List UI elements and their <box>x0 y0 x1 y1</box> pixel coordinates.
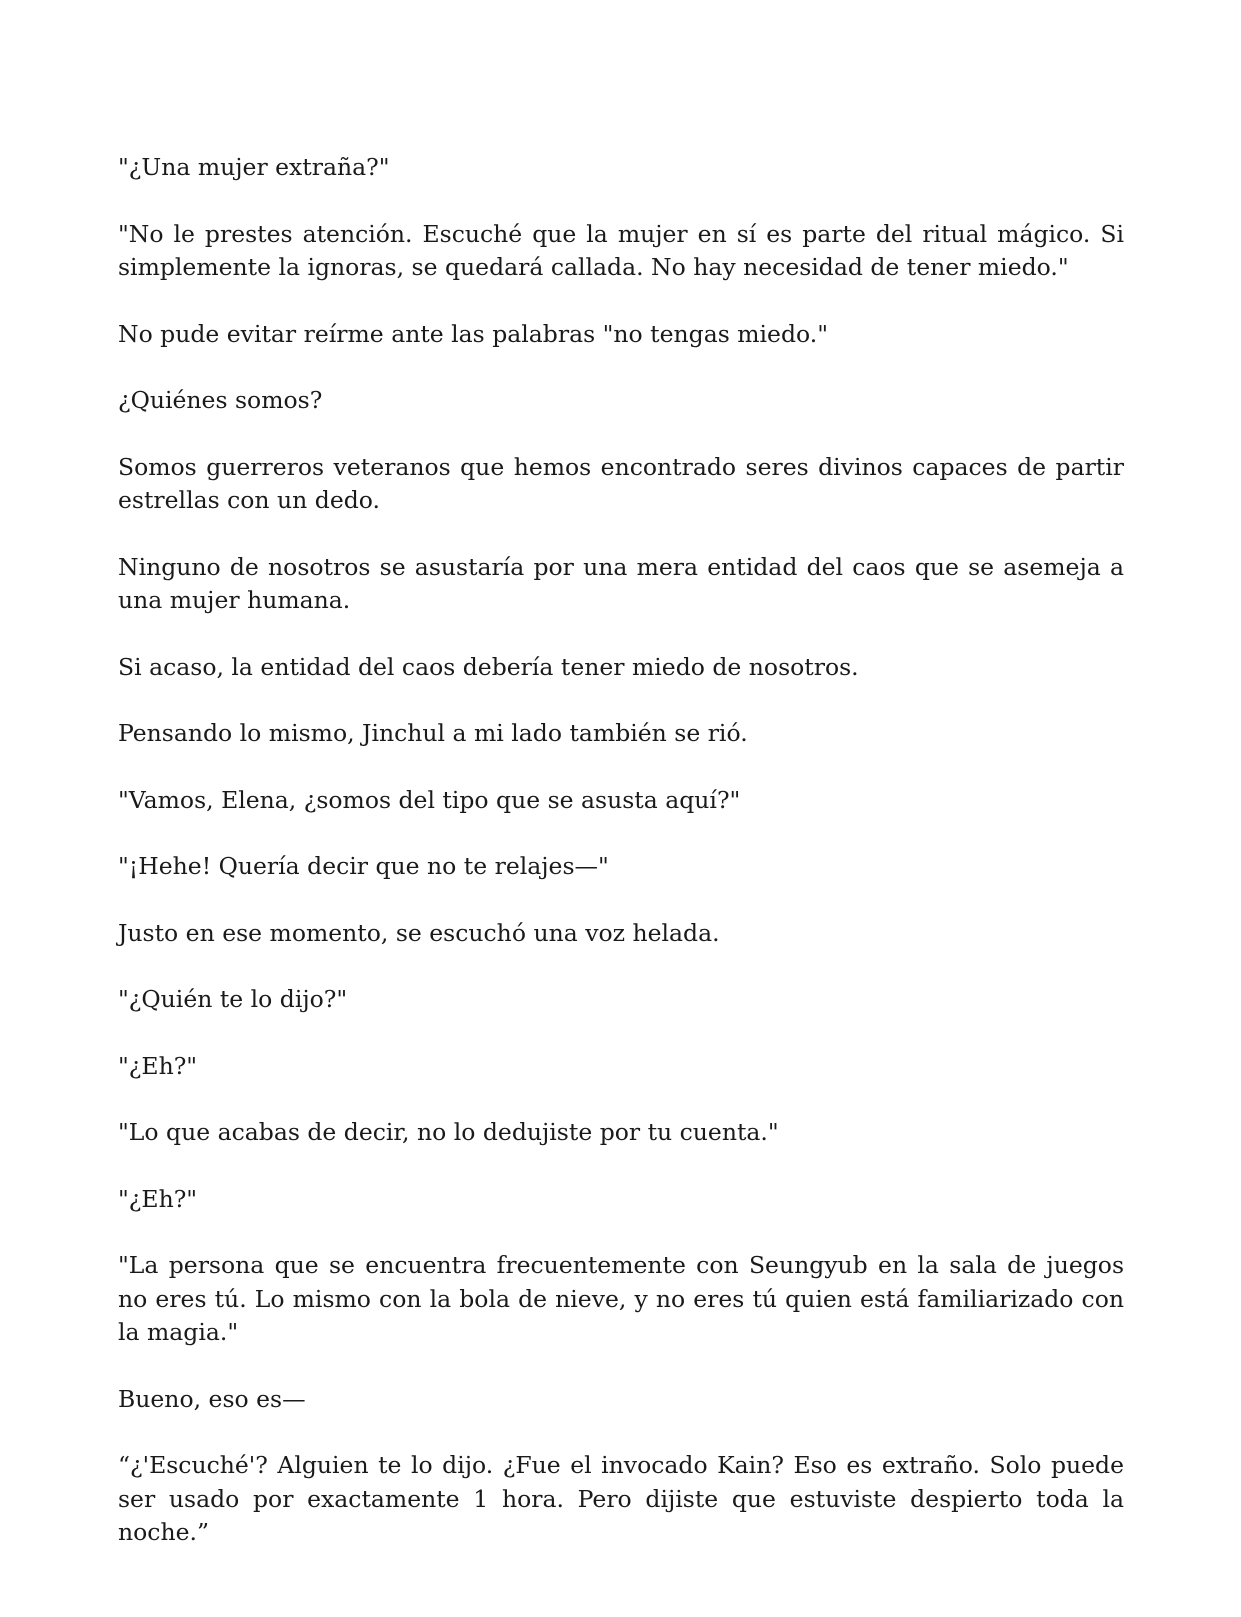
paragraph: "¿Quién te lo dijo?" <box>118 985 348 1013</box>
paragraph: "Vamos, Elena, ¿somos del tipo que se asusta aquí?" <box>118 785 741 814</box>
paragraph: "Lo que acabas de decir, no lo dedujiste por tu cuenta." <box>118 1118 779 1146</box>
paragraph: "¿Eh?" <box>118 1184 198 1213</box>
paragraph: No pude evitar reírme ante las palabras "no tengas miedo." <box>118 319 829 348</box>
paragraph: Somos guerreros veteranos que hemos encontrado seres divinos capaces de partir estrellas con un dedo. <box>118 452 1124 514</box>
paragraph: “¿'Escuché'? Alguien te lo dijo. ¿Fue el invocado Kain? Eso es extraño. Solo puede ser usado por exactamente 1 hora. Pero dijiste que estuviste despierto toda la noche.” <box>118 1451 1124 1546</box>
paragraph: Justo en ese momento, se escuchó una voz helada. <box>118 918 720 947</box>
paragraph: Si acaso, la entidad del caos debería tener miedo de nosotros. <box>118 652 859 681</box>
paragraph: ¿Quiénes somos? <box>118 386 323 414</box>
paragraph: "La persona que se encuentra frecuentemente con Seungyub en la sala de juegos no eres tú. Lo mismo con la bola de nieve, y no eres tú quien está familiarizado con la magia." <box>118 1251 1124 1346</box>
paragraph: "No le prestes atención. Escuché que la mujer en sí es parte del ritual mágico. Si simplemente la ignoras, se quedará callada. No hay necesidad de tener miedo." <box>118 219 1124 281</box>
paragraph: Ninguno de nosotros se asustaría por una mera entidad del caos que se asemeja a una mujer humana. <box>118 552 1124 614</box>
paragraph: Bueno, eso es— <box>118 1384 306 1413</box>
paragraph: Pensando lo mismo, Jinchul a mi lado también se rió. <box>118 719 748 747</box>
paragraph: "¿Eh?" <box>118 1051 198 1080</box>
paragraph: "¿Una mujer extraña?" <box>118 153 390 181</box>
paragraph: "¡Hehe! Quería decir que no te relajes—" <box>118 852 609 880</box>
document-body <box>118 151 1124 1583</box>
